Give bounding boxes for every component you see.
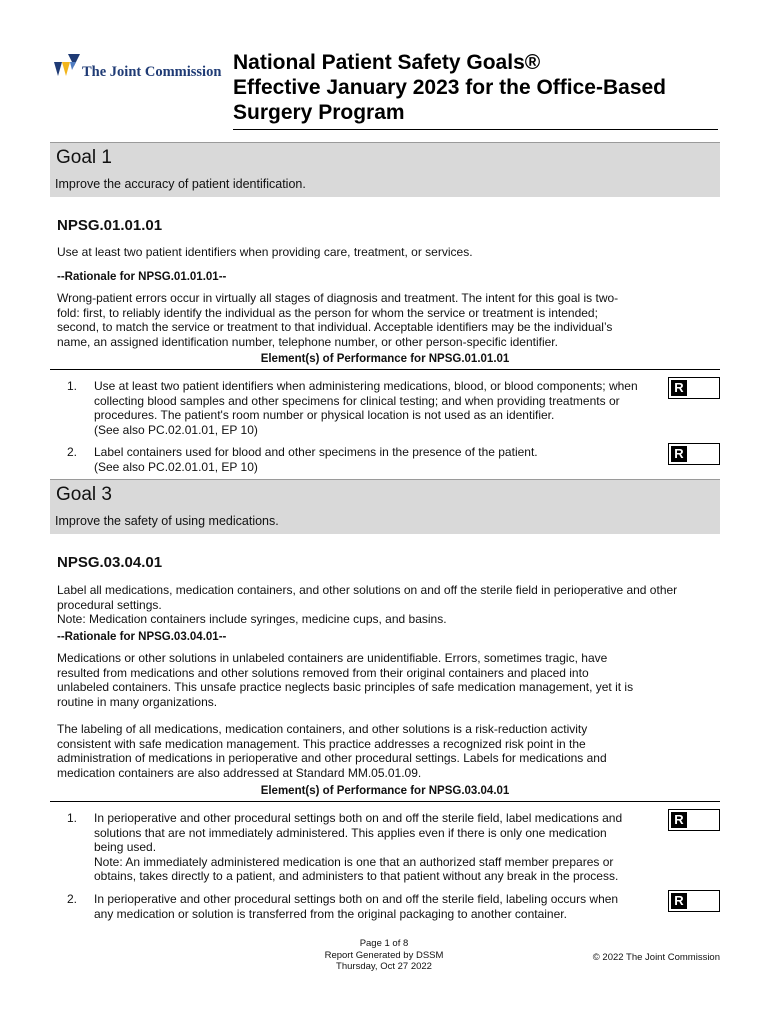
rationale-text [57, 291, 712, 349]
title-line: Effective January 2023 for the Office-Based [233, 76, 667, 99]
eop-divider [50, 801, 720, 802]
r-badge-icon: R [671, 380, 687, 396]
eop-heading: Element(s) of Performance for NPSG.01.01.01 [260, 353, 510, 365]
ep-line: In perioperative and other procedural settings both on and off the sterile field, label medications and [94, 811, 623, 825]
ep-item [57, 445, 657, 475]
ep-item [57, 892, 657, 922]
rationale-label: --Rationale for NPSG.03.04.01-- [57, 631, 227, 643]
rationale-line: routine in many organizations. [57, 694, 218, 709]
goal-title: Goal 1 [56, 147, 112, 168]
npsg-statement [57, 583, 712, 627]
rationale-line: name, an assigned identification number, telephone number, or other person-specific identifier. [57, 334, 558, 349]
goal-1-band [50, 142, 720, 197]
rationale-line: Medications or other solutions in unlabeled containers are unidentifiable. Errors, sometimes tragic, have [57, 651, 608, 665]
title-line: National Patient Safety Goals® [233, 51, 541, 74]
ep-line: Use at least two patient identifiers when administering medications, blood, or blood components; when [94, 379, 638, 393]
ep-item [57, 379, 657, 439]
statement-line: Note: Medication containers include syringes, medicine cups, and basins. [57, 612, 447, 626]
copyright: © 2022 The Joint Commission [592, 952, 720, 963]
ep-number: 2. [67, 892, 78, 906]
logo-mark-icon [54, 54, 80, 84]
eop-heading: Element(s) of Performance for NPSG.03.04.01 [260, 785, 510, 797]
rationale-line: medication containers are also addressed at Standard MM.05.01.09. [57, 765, 422, 780]
ep-line: (See also PC.02.01.01, EP 10) [94, 422, 258, 437]
ep-line: (See also PC.02.01.01, EP 10) [94, 459, 258, 474]
ep-number: 1. [67, 811, 78, 825]
report-generated: Report Generated by DSSM [324, 949, 444, 961]
eop-divider [50, 369, 720, 370]
ep-line: being used. [94, 840, 157, 854]
r-badge-icon: R [671, 446, 687, 462]
npsg-id: NPSG.03.04.01 [57, 554, 163, 571]
statement-line: Use at least two patient identifiers when providing care, treatment, or services. [57, 245, 473, 259]
requirement-badge [668, 890, 720, 912]
npsg-id: NPSG.01.01.01 [57, 217, 163, 234]
rationale-text [57, 651, 712, 709]
goal-title: Goal 3 [56, 484, 112, 505]
report-date: Thursday, Oct 27 2022 [336, 961, 432, 972]
rationale-line: unlabeled containers. This unsafe practice neglects basic principles of safe medication management, yet it is [57, 680, 634, 694]
ep-line: In perioperative and other procedural settings both on and off the sterile field, labeling occurs when [94, 892, 619, 906]
rationale-line: The labeling of all medications, medication containers, and other solutions is a risk-reduction activity [57, 722, 588, 736]
logo-text: The Joint Commission [82, 64, 222, 80]
rationale-line: second, to match the service or treatment to that individual. Acceptable identifiers may be the individual’s [57, 320, 613, 334]
r-badge-icon: R [671, 812, 687, 828]
requirement-badge [668, 809, 720, 831]
goal-3-band [50, 479, 720, 534]
ep-item [57, 811, 657, 885]
ep-text [94, 892, 666, 921]
rationale-line: consistent with safe medication management. This practice addresses a recognized risk point in the [57, 736, 586, 751]
statement-line: procedural settings. [57, 597, 162, 612]
ep-text [94, 811, 666, 884]
ep-line: solutions that are not immediately administered. This applies even if there is only one medication [94, 825, 607, 840]
page-number: Page 1 of 8 [359, 938, 409, 949]
ep-line: collecting blood samples and other specimens for clinical testing; and when providing treatments or [94, 393, 620, 408]
statement-line: Label all medications, medication containers, and other solutions on and off the sterile field in perioperative and other [57, 583, 678, 597]
goal-description: Improve the accuracy of patient identification. [55, 177, 306, 191]
ep-text [94, 445, 666, 474]
rationale-line: fold: first, to reliably identify the individual as the person for whom the service or treatment is intended; [57, 305, 598, 320]
ep-line: any medication or solution is transferred from the original packaging to another container. [94, 906, 567, 921]
rationale-text [57, 722, 712, 780]
rationale-line: resulted from medications and other solutions removed from their original containers and placed into [57, 665, 589, 680]
ep-text [94, 379, 666, 437]
title-divider [233, 129, 718, 130]
goal-description: Improve the safety of using medications. [55, 514, 279, 528]
rationale-label: --Rationale for NPSG.01.01.01-- [57, 271, 227, 283]
requirement-badge [668, 377, 720, 399]
ep-line: obtains, takes directly to a patient, and administers to that patient without any break in the process. [94, 869, 619, 883]
ep-number: 1. [67, 379, 78, 393]
npsg-statement [57, 245, 712, 260]
rationale-line: administration of medications in perioperative and other procedural settings. Labels for medications and [57, 751, 607, 765]
rationale-line: Wrong-patient errors occur in virtually all stages of diagnosis and treatment. The intent for this goal is two- [57, 291, 619, 305]
ep-line: procedures. The patient's room number or physical location is not used as an identifier. [94, 408, 555, 422]
r-badge-icon: R [671, 893, 687, 909]
requirement-badge [668, 443, 720, 465]
page-footer [284, 938, 484, 973]
ep-line: Note: An immediately administered medication is one that an authorized staff member prepares or [94, 854, 614, 869]
ep-line: Label containers used for blood and other specimens in the presence of the patient. [94, 445, 538, 459]
ep-number: 2. [67, 445, 78, 459]
joint-commission-logo [54, 52, 226, 88]
page-title [233, 50, 733, 125]
title-line: Surgery Program [233, 101, 405, 124]
